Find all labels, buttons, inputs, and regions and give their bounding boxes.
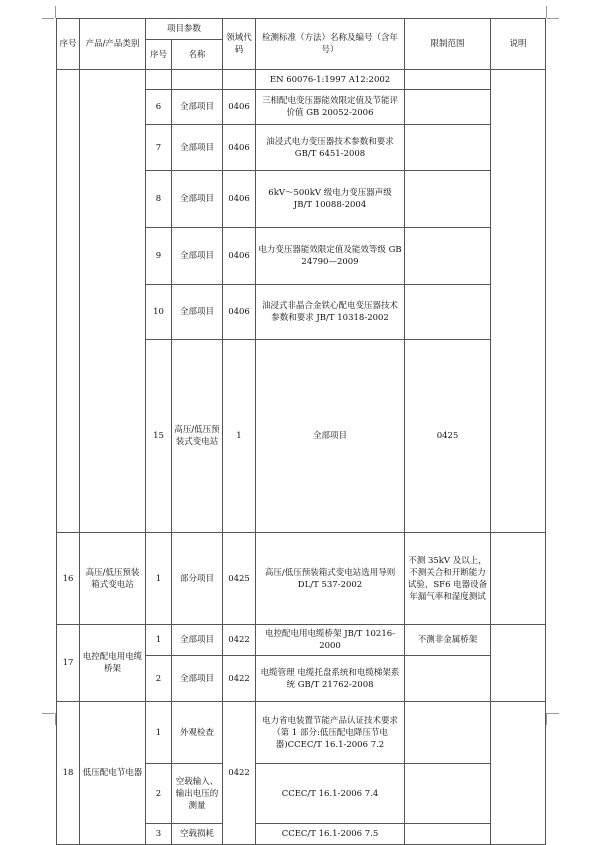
product-cell (80, 70, 146, 533)
crop-mark-bl-h (42, 713, 54, 714)
standard-cell: 油浸式电力变压器技术参数和要求 GB/T 6451-2008 (256, 125, 405, 171)
group-seq-cell: 17 (57, 625, 80, 702)
table-row: 2 空载输入、输出电压的测量 CCEC/T 16.1-2006 7.4 (57, 764, 546, 824)
col-header-limit: 限制范围 (405, 19, 491, 70)
standard-cell: 三相配电变压器能效限定值及节能评价值 GB 20052-2006 (256, 90, 405, 125)
crop-mark-br-v (546, 713, 547, 725)
table-row: 3 空载损耗 CCEC/T 16.1-2006 7.5 (57, 824, 546, 845)
product-cell: 高压/低压预装箱式变电站 (80, 533, 146, 625)
table-row: 2 全部项目 0422 电缆管理 电缆托盘系统和电缆梯架系统 GB/T 21762-2008 (57, 656, 546, 702)
standard-cell: CCEC/T 16.1-2006 7.5 (256, 824, 405, 845)
group-seq-cell: 16 (57, 533, 80, 625)
standard-cell: 电控配电用电缆桥架 JB/T 10216-2000 (256, 625, 405, 656)
limit-cell: 不测 35kV 及以上，不测关合和开断能力试验，SF6 电器设备年漏气率和湿度测试 (405, 533, 491, 625)
table-row: 9 全部项目 0406 电力变压器能效限定值及能效等级 GB 24790—2009 (57, 228, 546, 285)
table-row: 15 高压/低压预装式变电站 1 全部项目 0425 (57, 340, 546, 533)
limit-cell: 不测非金属桥架 (405, 625, 491, 656)
product-cell: 低压配电节电器 (80, 702, 146, 845)
crop-mark-br-h (547, 713, 559, 714)
table-row (57, 70, 546, 90)
table-row: 18 低压配电节电器 1 外观检查 0422 电力省电装置节能产品认证技术要求（第 1 部分:低压配电降压节电器)CCEC/T 16.1-2006 7.2 (57, 702, 546, 764)
header-row (57, 19, 546, 40)
table-row: 16 高压/低压预装箱式变电站 1 部分项目 0425 高压/低压预装箱式变电站选用导则 DL/T 537-2002 不测 35kV 及以上，不测关合和开断能力试验，SF6 电器设备年漏气率和湿度测试 (57, 533, 546, 625)
col-header-standard: 检测标准（方法）名称及编号（含年号） (256, 19, 405, 70)
table-row: 6 全部项目 0406 三相配电变压器能效限定值及节能评价值 GB 20052-2006 (57, 90, 546, 125)
col-header-param-name: 名称 (172, 40, 223, 70)
standard-cell: 高压/低压预装箱式变电站选用导则 DL/T 537-2002 (256, 533, 405, 625)
crop-mark-tl-v (55, 6, 56, 18)
note-cell (491, 533, 546, 625)
product-cell: 电控配电用电缆桥架 (80, 625, 146, 702)
standard-cell: 电力省电装置节能产品认证技术要求（第 1 部分:低压配电降压节电器)CCEC/T 16.1-2006 7.2 (256, 702, 405, 764)
col-header-product: 产品/产品类别 (80, 19, 146, 70)
standard-cell: EN 60076-1:1997 A12:2002 (256, 70, 405, 90)
group-seq-cell: 15 (146, 340, 172, 533)
table-row: 7 全部项目 0406 油浸式电力变压器技术参数和要求 GB/T 6451-2008 (57, 125, 546, 171)
col-header-param-seq: 序号 (146, 40, 172, 70)
group-seq-cell (57, 70, 80, 533)
note-cell (491, 702, 546, 845)
standard-cell: CCEC/T 16.1-2006 7.4 (256, 764, 405, 824)
table-row: 17 电控配电用电缆桥架 1 全部项目 0422 电控配电用电缆桥架 JB/T 10216-2000 不测非金属桥架 (57, 625, 546, 656)
crop-mark-tr-h (547, 18, 559, 19)
group-seq-cell: 18 (57, 702, 80, 845)
standard-cell: 6kV～500kV 级电力变压器声级 JB/T 10088-2004 (256, 171, 405, 228)
product-cell: 高压/低压预装式变电站 (172, 340, 223, 533)
standard-cell: 电缆管理 电缆托盘系统和电缆梯架系统 GB/T 21762-2008 (256, 656, 405, 702)
note-cell (491, 625, 546, 702)
standard-cell: 油浸式非晶合金铁心配电变压器技术参数和要求 JB/T 10318-2002 (256, 285, 405, 340)
standards-table (56, 18, 546, 845)
standard-cell: 电力变压器能效限定值及能效等级 GB 24790—2009 (256, 228, 405, 285)
note-cell (491, 70, 546, 533)
col-header-field-code: 领域代码 (223, 19, 256, 70)
table-row: 10 全部项目 0406 油浸式非晶合金铁心配电变压器技术参数和要求 JB/T 10318-2002 (57, 285, 546, 340)
table-row: 8 全部项目 0406 6kV～500kV 级电力变压器声级 JB/T 10088-2004 (57, 171, 546, 228)
col-header-params: 项目参数 (146, 19, 223, 40)
crop-mark-tl-h (42, 18, 54, 19)
col-header-note: 说明 (491, 19, 546, 70)
crop-mark-tr-v (546, 6, 547, 18)
col-header-seq: 序号 (57, 19, 80, 70)
